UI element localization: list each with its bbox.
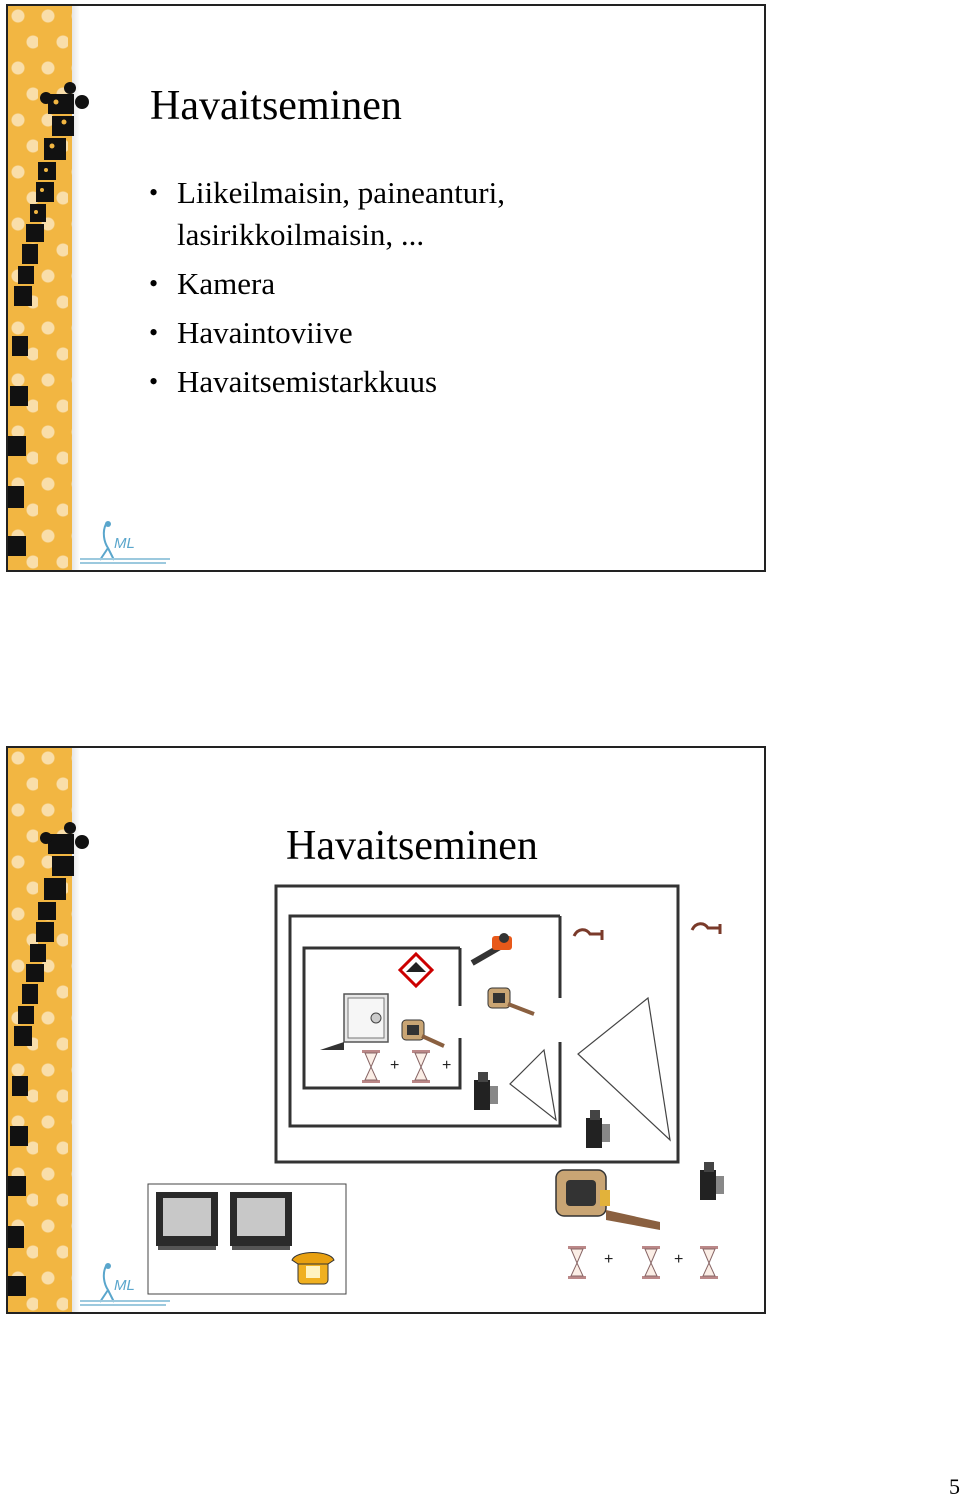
monitor-icon: [156, 1192, 218, 1250]
hourglass-icon: [362, 1050, 380, 1083]
camera-icon: [586, 1110, 610, 1148]
drill-icon: [692, 924, 720, 934]
hourglass-icon: [412, 1050, 430, 1083]
plus-sign: +: [442, 1057, 452, 1074]
plus-sign: +: [604, 1251, 614, 1268]
bullet-item: • Havaitsemistarkkuus: [146, 361, 706, 403]
tml-logo: [78, 518, 174, 568]
monitor-icon: [230, 1192, 292, 1250]
svg-text:ML: ML: [114, 535, 135, 552]
floor-plan: [276, 886, 678, 1162]
tape-measure-icon: [402, 1020, 444, 1046]
monitoring-station: [148, 1184, 346, 1294]
camera-icon: [700, 1162, 724, 1200]
bullet-item: • Havaintoviive: [146, 312, 706, 354]
slide-2: [6, 746, 766, 1314]
bullet-item: • Liikeilmaisin, paineanturi, lasirikkoilmaisin, ...: [146, 172, 557, 256]
hourglass-icon: [568, 1246, 586, 1279]
hourglass-icon: [642, 1246, 660, 1279]
security-diagram: [8, 748, 766, 1314]
drill-icon: [574, 930, 602, 940]
telephone-icon: [292, 1253, 334, 1285]
safe-icon: [320, 994, 388, 1050]
plus-sign: +: [674, 1251, 684, 1268]
bullet-list: [146, 172, 706, 410]
slide-1: [6, 4, 766, 572]
hazard-sign-icon: [400, 954, 432, 986]
page-number: 5: [949, 1474, 960, 1499]
slide-title: Havaitseminen: [286, 823, 538, 869]
chainsaw-icon: [471, 933, 512, 966]
bullet-item: • Kamera: [146, 263, 706, 305]
tape-measure-icon: [556, 1170, 660, 1230]
plus-sign: +: [390, 1057, 400, 1074]
svg-text:ML: ML: [114, 1277, 135, 1294]
tape-measure-icon: [488, 988, 534, 1014]
camera-icon: [474, 1072, 498, 1110]
hourglass-icon: [700, 1246, 718, 1279]
sensor-cone: [510, 1050, 556, 1120]
slide-title: Havaitseminen: [150, 83, 402, 129]
